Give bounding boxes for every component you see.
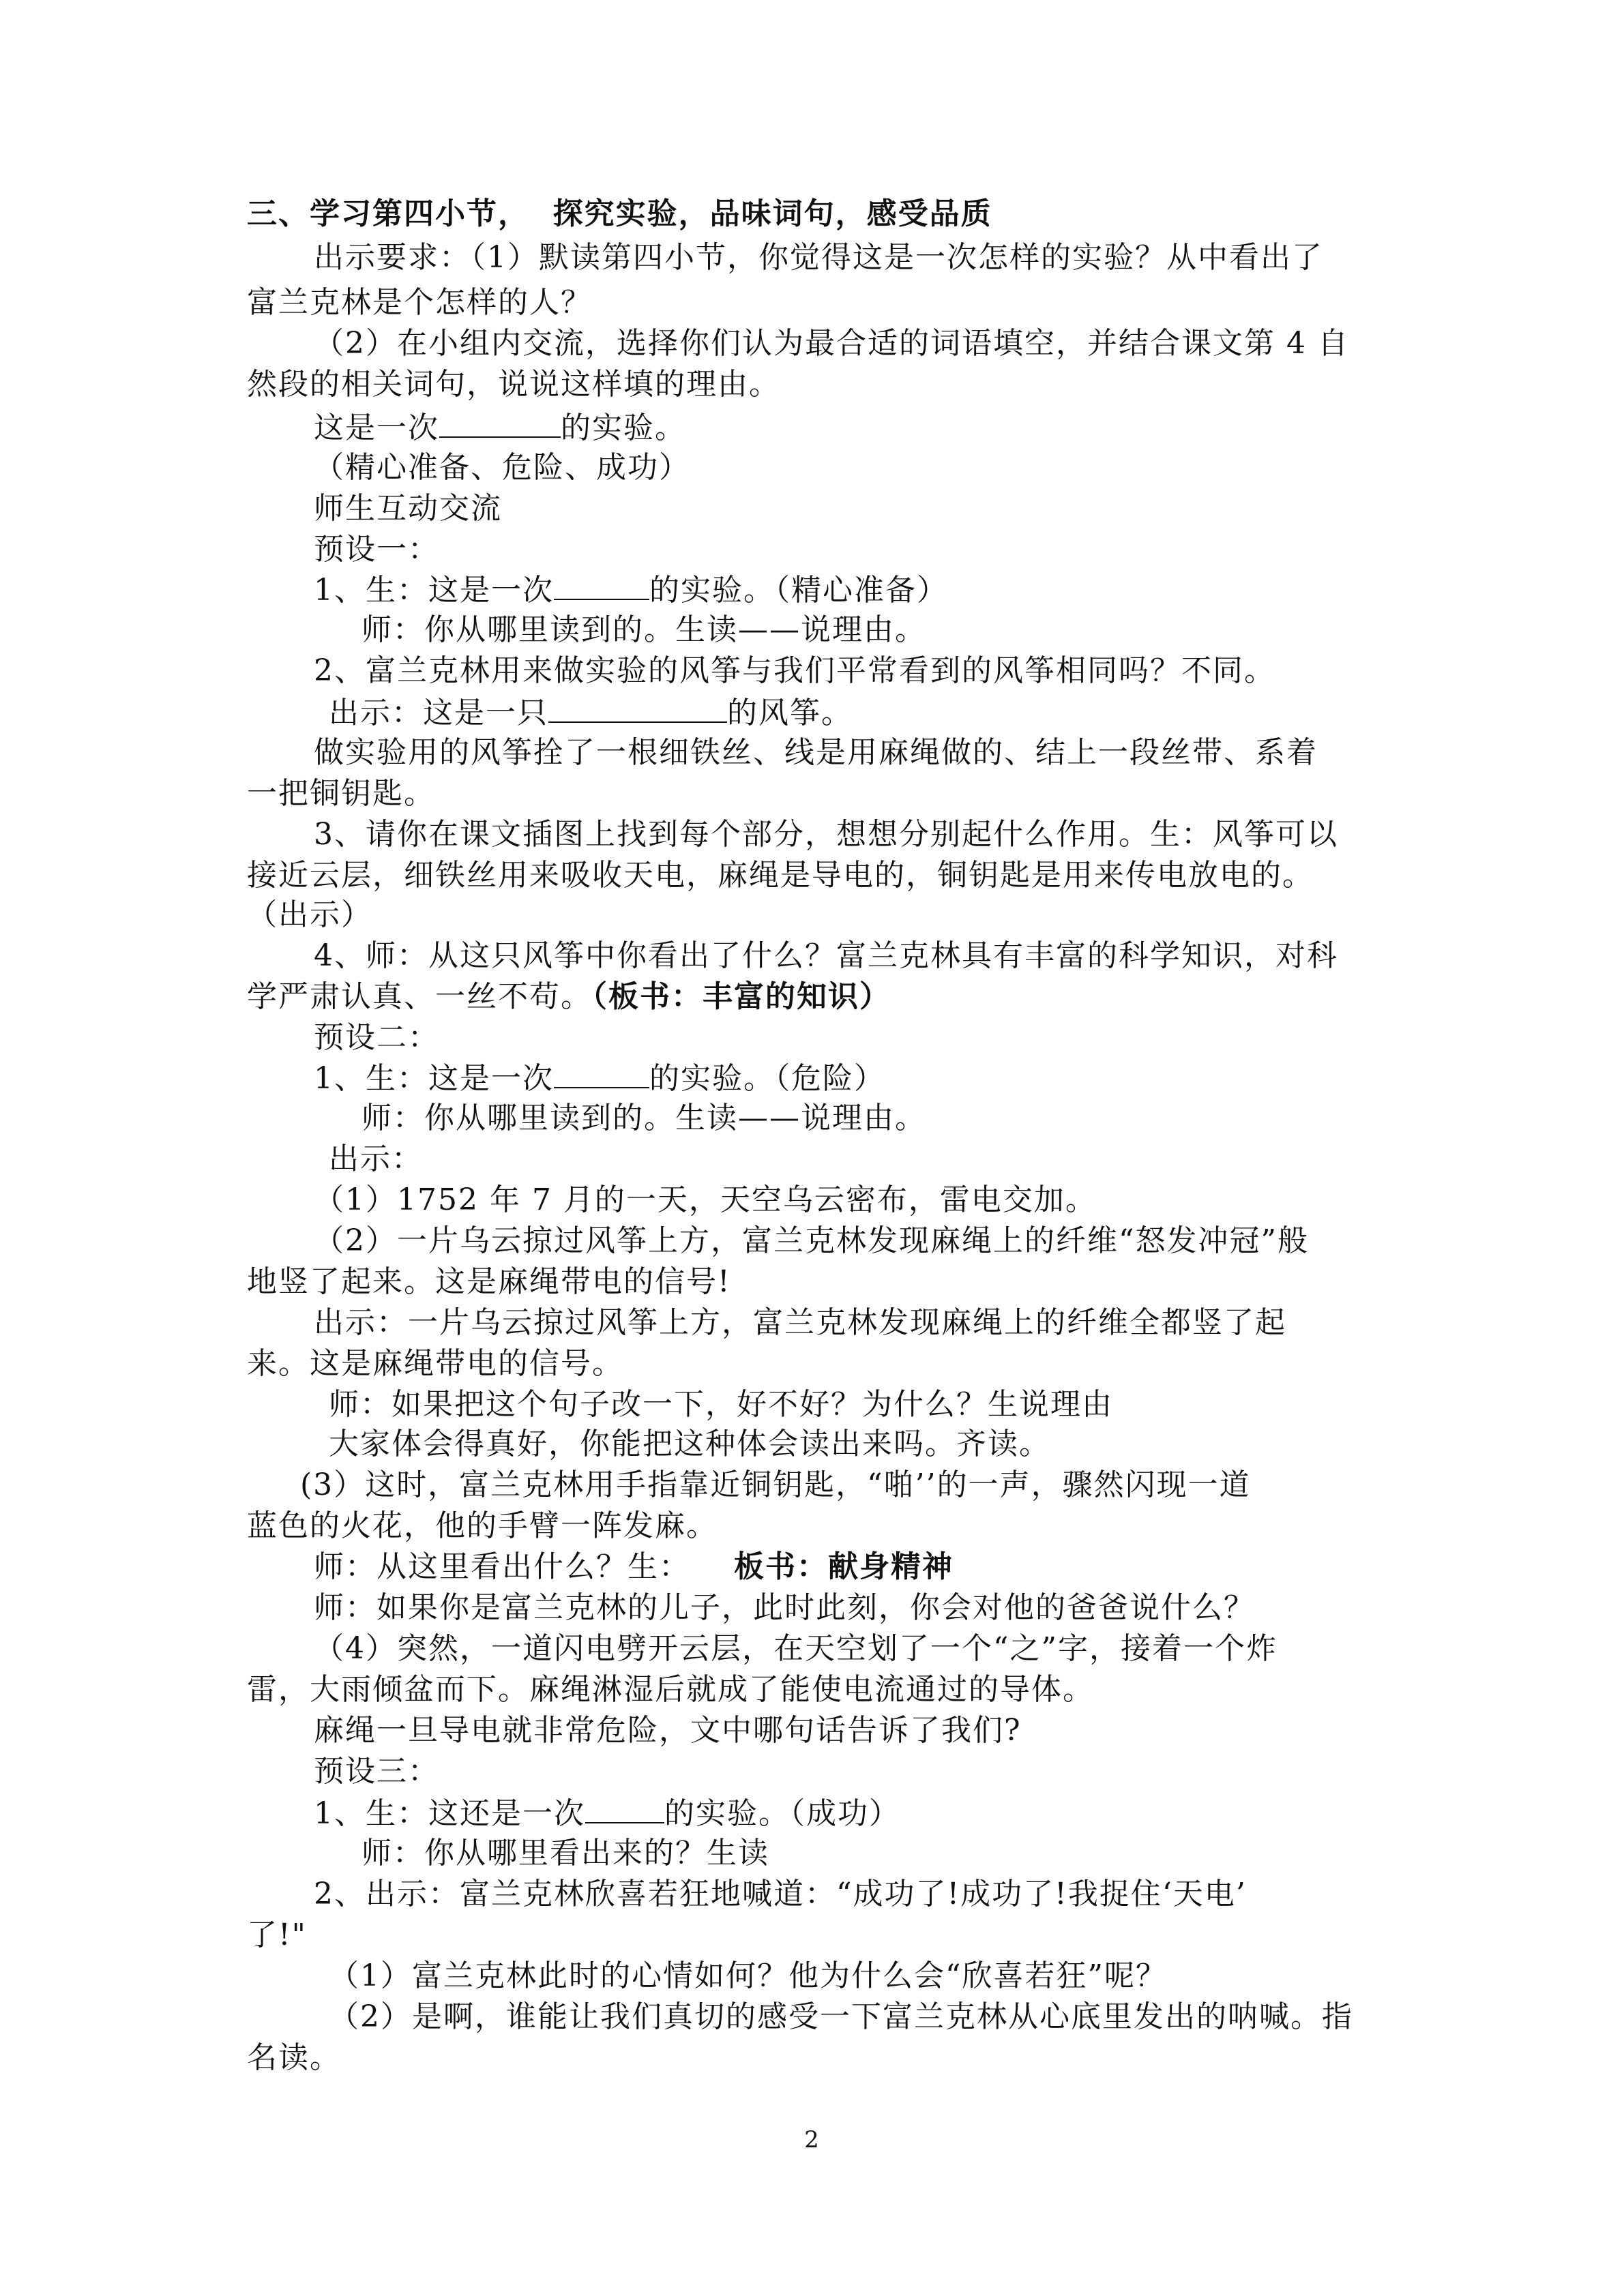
paragraph-line: 麻绳一旦导电就非常危险，文中哪句话告诉了我们? [314, 1713, 1022, 1748]
paragraph-line: 师：你从哪里读到的。生读——说理由。 [361, 1101, 926, 1135]
paragraph-line: 师：如果你是富兰克林的儿子，此时此刻，你会对他的爸爸说什么？ [314, 1590, 1255, 1625]
text-segment: 1、生：这还是一次 [314, 1796, 585, 1831]
text-segment: 的实验。（危险） [649, 1061, 885, 1096]
paragraph-line: （2）在小组内交流，选择你们认为最合适的词语填空，并结合课文第 4 自 [314, 326, 1349, 361]
paragraph-line: 做实验用的风筝拴了一根细铁丝、线是用麻绳做的、结上一段丝带、系着 [314, 735, 1318, 770]
paragraph-line [314, 1545, 1446, 1589]
text-segment: 这是一次 [314, 411, 439, 445]
paragraph-line: 预设一： [314, 532, 439, 567]
paragraph-line: （精心准备、危险、成功） [314, 450, 690, 485]
blank-underline [554, 1056, 649, 1088]
blank-underline [548, 690, 727, 723]
fill-blank-line [314, 405, 1446, 449]
blank-underline [439, 405, 561, 438]
paragraph-line: 师：你从哪里读到的。生读——说理由。 [361, 612, 926, 647]
text-segment: 的实验。 [561, 411, 686, 445]
page-number: 2 [804, 2126, 819, 2153]
paragraph-line: 富兰克林是个怎样的人？ [247, 285, 592, 320]
paragraph-line: 地竖了起来。这是麻绳带电的信号! [247, 1264, 731, 1299]
text-segment: 1、生：这是一次 [314, 1061, 554, 1096]
paragraph-line: （出示） [247, 897, 372, 932]
paragraph-line: 出示要求：（1）默读第四小节，你觉得这是一次怎样的实验？从中看出了 [314, 240, 1323, 275]
paragraph-line: （1）富兰克林此时的心情如何？他为什么会“欣喜若狂”呢？ [329, 1958, 1167, 1993]
paragraph-line: 师：你从哪里看出来的？生读 [361, 1836, 769, 1870]
paragraph-line: （2）是啊，谁能让我们真切的感受一下富兰克林从心底里发出的呐喊。指 [329, 1999, 1353, 2034]
paragraph-line: 雷，大雨倾盆而下。麻绳淋湿后就成了能使电流通过的导体。 [247, 1672, 1094, 1707]
paragraph-line: 预设二： [314, 1020, 439, 1055]
fill-blank-line [314, 1791, 1446, 1834]
paragraph-line: (3）这时，富兰克林用手指靠近铜钥匙，“啪’’的一声，骤然闪现一道 [300, 1467, 1251, 1502]
paragraph-line: 师生互动交流 [314, 491, 502, 526]
paragraph-line: 来。这是麻绳带电的信号。 [247, 1346, 623, 1381]
section-heading: 三、学习第四小节， 探究实验，品味词句，感受品质 [247, 196, 992, 231]
paragraph-line: 蓝色的火花，他的手臂一阵发麻。 [247, 1508, 718, 1543]
paragraph-line: 然段的相关词句，说说这样填的理由。 [247, 367, 780, 402]
paragraph-line: 预设三： [314, 1754, 439, 1789]
fill-blank-line [329, 690, 1461, 734]
paragraph-line: 师：如果把这个句子改一下，好不好？为什么？生说理由 [329, 1387, 1113, 1422]
blank-underline [585, 1791, 664, 1823]
text-segment: 1、生：这是一次 [314, 573, 554, 608]
paragraph-line [247, 975, 1379, 1019]
paragraph-line: 大家体会得真好，你能把这种体会读出来吗。齐读。 [329, 1427, 1050, 1461]
text-segment: 的实验。（精心准备） [649, 573, 948, 608]
blank-underline [554, 567, 649, 600]
paragraph-line: 2、出示：富兰克林欣喜若狂地喊道：“成功了!成功了!我捉住‘天电’ [314, 1877, 1247, 1911]
text-segment: 出示：这是一只 [329, 696, 548, 730]
text-segment: 的风筝。 [727, 696, 853, 730]
paragraph-line: （1）1752 年 7 月的一天，天空乌云密布，雷电交加。 [314, 1182, 1097, 1217]
fill-blank-line [314, 567, 1446, 611]
paragraph-line: 出示： [329, 1142, 423, 1176]
paragraph-line: 3、请你在课文插图上找到每个部分，想想分别起什么作用。生：风筝可以 [314, 817, 1338, 852]
paragraph-line: 2、富兰克林用来做实验的风筝与我们平常看到的风筝相同吗？不同。 [314, 653, 1275, 688]
board-note: 板书：献身精神 [734, 1549, 954, 1584]
paragraph-line: 出示：一片乌云掠过风筝上方，富兰克林发现麻绳上的纤维全都竖了起 [314, 1305, 1286, 1340]
text-segment: 的实验。（成功） [664, 1796, 900, 1831]
paragraph-line: （4）突然，一道闪电劈开云层，在天空划了一个“之”字，接着一个炸 [314, 1631, 1278, 1666]
paragraph-line: 一把铜钥匙。 [247, 776, 435, 811]
paragraph-line: （2）一片乌云掠过风筝上方，富兰克林发现麻绳上的纤维“怒发冲冠”般 [314, 1223, 1309, 1258]
fill-blank-line [314, 1056, 1446, 1099]
paragraph-line: 名读。 [247, 2040, 341, 2075]
text-segment: 学严肃认真、一丝不苟。 [247, 979, 592, 1014]
paragraph-line: 接近云层，细铁丝用来吸收天电，麻绳是导电的，铜钥匙是用来传电放电的。 [247, 858, 1314, 893]
paragraph-line: 4、师：从这只风筝中你看出了什么？富兰克林具有丰富的科学知识，对科 [314, 938, 1338, 973]
paragraph-line: 了!" [247, 1918, 307, 1952]
text-segment: 师：从这里看出什么？生： [314, 1549, 690, 1584]
board-note: （板书：丰富的知识） [592, 979, 891, 1014]
